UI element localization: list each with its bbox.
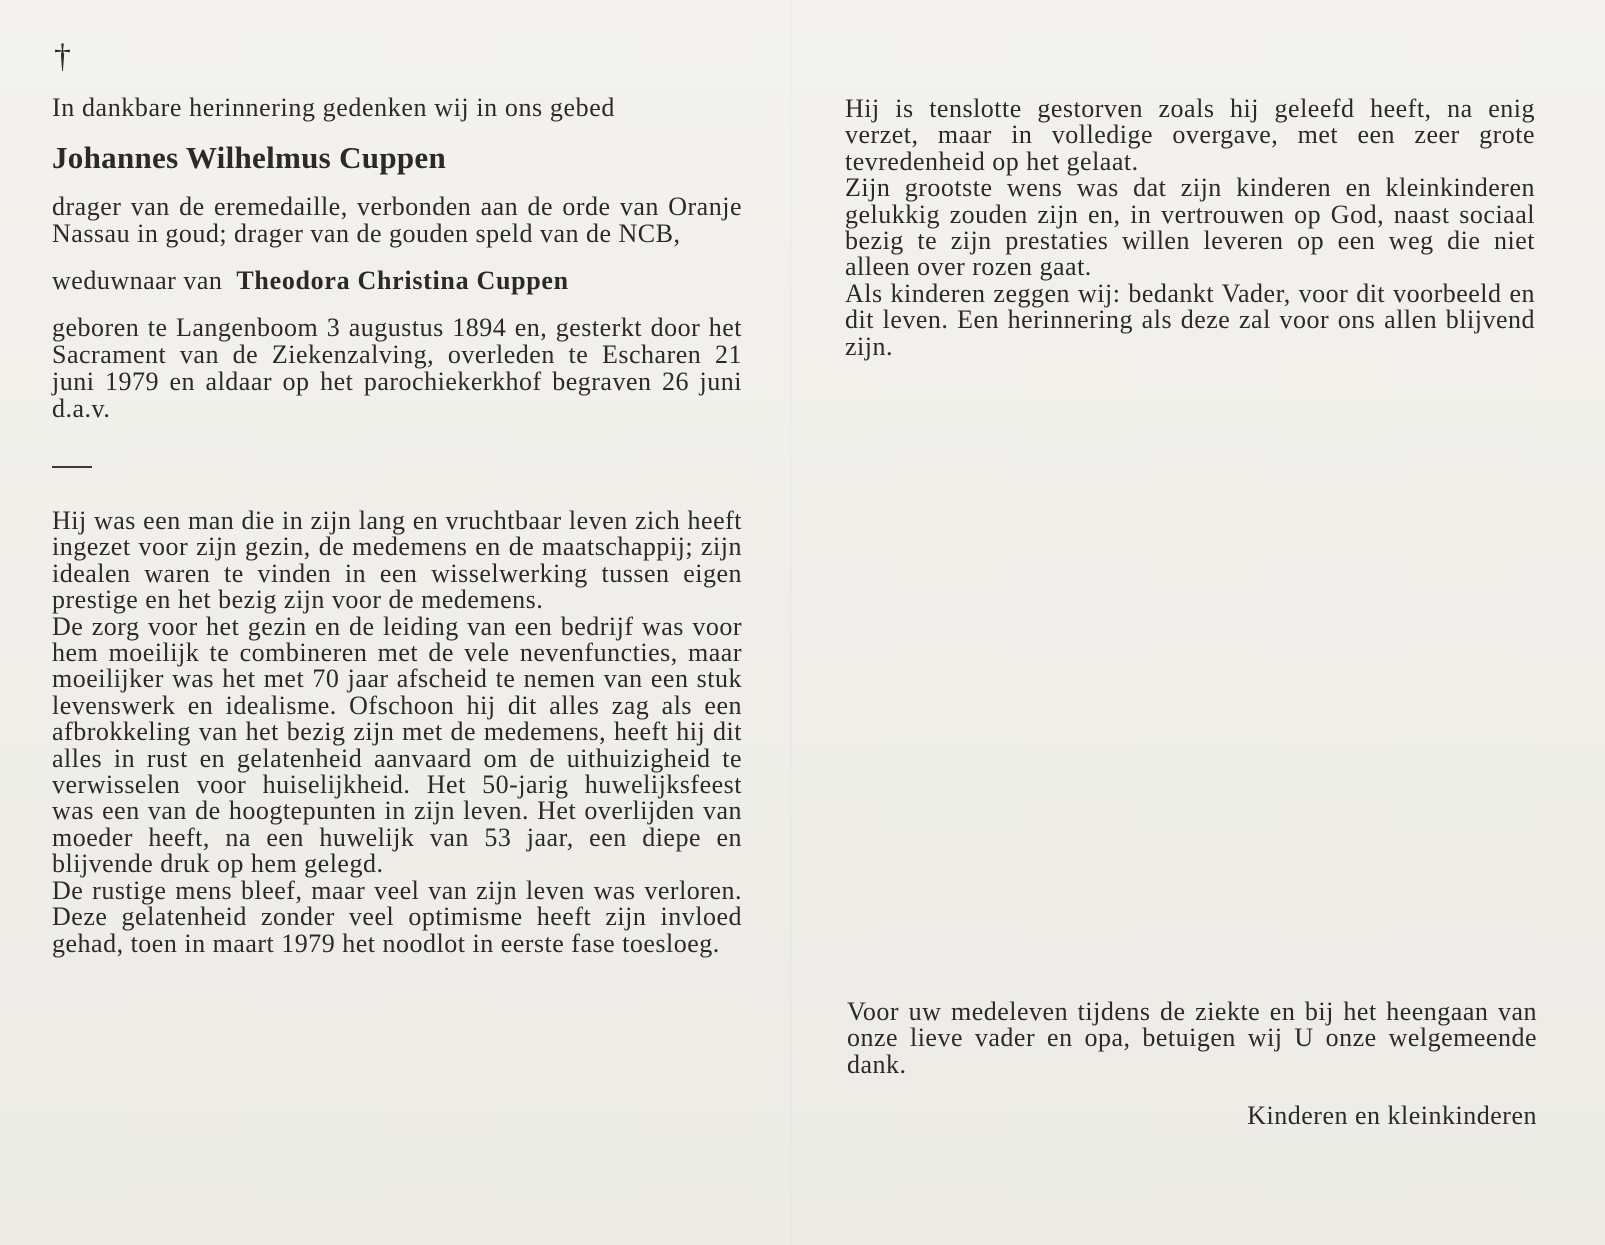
cross-symbol: † (54, 38, 71, 75)
decorations-text: drager van de eremedaille, verbonden aan de orde van Oranje Nassau in goud; drager van de gouden speld van de NCB, (52, 192, 742, 248)
thanks-text: Voor uw medeleven tijdens de ziekte en bij het heengaan van onze lieve vader en opa, betuigen wij U onze welgemeende dank. (847, 997, 1537, 1079)
biography-paragraph: De zorg voor het gezin en de leiding van een bedrijf was voor hem moeilijk te combineren met de vele nevenfuncties, maar moeilijker was het met 70 jaar afscheid te nemen van een stuk levenswerk en idealisme. Ofschoon hij dit alles zag als een afbrokkeling van het bezig zijn met de medemens, heeft hij dit alles in rust en gelatenheid aanvaard om de uithuizigheid te verwisselen voor huiselijkheid. Het 50-jarig huwelijksfeest was een van de hoogtepunten in zijn leven. Het overlijden van moeder heeft, na een huwelijk van 53 jaar, een diepe en blijvende druk op hem gelegd. (52, 611, 742, 879)
spouse-name: Theodora Christina Cuppen (236, 266, 569, 295)
widower-prefix: weduwnaar van (52, 266, 223, 295)
deceased-name: Johannes Wilhelmus Cuppen (52, 140, 447, 175)
life-dates-text: geboren te Langenboom 3 augustus 1894 en, gesterkt door het Sacrament van de Ziekenzalving, overleden te Escharen 21 juni 1979 en aldaar op het parochiekerkhof begraven 26 juni d.a.v. (52, 313, 742, 423)
left-panel (52, 40, 742, 957)
intro-text: In dankbare herinnering gedenken wij in ons gebed (52, 93, 615, 122)
signature: Kinderen en kleinkinderen (1247, 1101, 1537, 1130)
biography-paragraph: De rustige mens bleef, maar veel van zijn leven was verloren. Deze gelatenheid zonder veel optimisme heeft zijn invloed gehad, toen in maart 1979 het noodlot in eerste fase toesloeg. (52, 875, 742, 958)
closing-paragraph: Zijn grootste wens was dat zijn kinderen en kleinkinderen gelukkig zouden zijn en, in vertrouwen op God, naast sociaal bezig te zijn prestaties willen leveren op een weg die niet alleen over rozen gaat. (845, 173, 1535, 282)
widower-line (52, 267, 742, 294)
closing-paragraph: Als kinderen zeggen wij: bedankt Vader, voor dit voorbeeld en dit leven. Een herinnering als deze zal voor ons allen blijvend zijn. (845, 278, 1535, 361)
biography (52, 508, 742, 957)
closing-text (845, 96, 1535, 360)
separator-dash (52, 466, 92, 468)
card-fold (790, 0, 792, 1245)
right-panel (845, 96, 1535, 360)
biography-paragraph: Hij was een man die in zijn lang en vruchtbaar leven zich heeft ingezet voor zijn gezin, de medemens en de maatschappij; zijn idealen waren te vinden in een wisselwerking tussen eigen prestige en het bezig zijn voor de medemens. (52, 506, 742, 615)
thanks-block (847, 999, 1537, 1078)
closing-paragraph: Hij is tenslotte gestorven zoals hij geleefd heeft, na enig verzet, maar in volledige overgave, met een zeer grote tevredenheid op het gelaat. (845, 94, 1535, 176)
